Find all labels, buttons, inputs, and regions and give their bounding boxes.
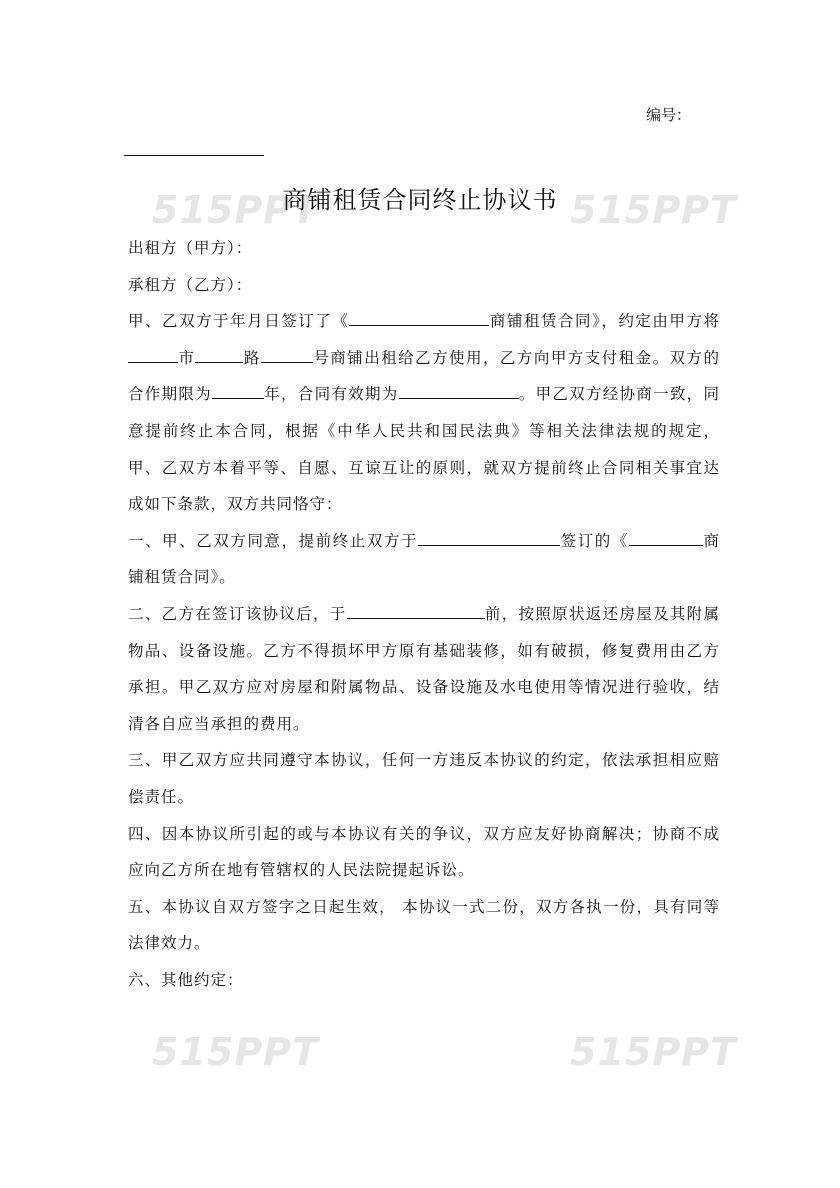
signing-date-blank <box>418 531 560 546</box>
watermark: 515PPT <box>570 188 737 232</box>
party-b-line: 承租方（乙方）： <box>128 275 253 294</box>
document-body <box>128 230 720 998</box>
road-blank <box>195 348 243 363</box>
clause-3: 三、甲乙双方应共同遵守本协议，任何一方违反本协议的约定，依法承担相应赔偿责任。 <box>128 751 720 806</box>
contract-name-blank <box>349 311 489 326</box>
return-date-blank <box>347 604 485 619</box>
city-blank <box>128 348 178 363</box>
validity-period-blank <box>399 384 519 399</box>
clause-5: 五、本协议自双方签字之日起生效， 本协议一式二份，双方各执一份，具有同等法律效力。 <box>128 897 720 953</box>
shop-number-blank <box>261 348 313 363</box>
term-years-blank <box>212 384 264 399</box>
clause-6: 六、其他约定： <box>128 970 244 989</box>
contract-name-blank-2 <box>629 531 703 546</box>
watermark: 515PPT <box>152 188 319 232</box>
document-title: 商铺租赁合同终止协议书 <box>282 186 558 214</box>
party-a-line: 出租方（甲方）： <box>128 239 253 257</box>
document-number-blank <box>124 155 264 156</box>
intro-paragraph: 甲、乙双方于年月日签订了《 商铺租赁合同》，约定由甲方将市 路 号商铺出租给乙方使用，乙方向甲方支付租金。双方的合作期限为 年，合同有效期为 。甲乙双方经协商一致，同意提前终止本合同，根据《中华人民共和国民法典》等相关法律法规的规定，甲、乙双方本着平等、自愿、互谅互让的原则，就双方提前终止合同相关事宜达成如下条款，双方共同恪守： <box>128 312 720 514</box>
document-number-label: 编号： <box>646 106 692 124</box>
clause-2: 二、乙方在签订该协议后，于 前，按照原状返还房屋及其附属物品、设备设施。乙方不得损坏甲方原有基础装修，如有破损，修复费用由乙方承担。甲乙双方应对房屋和附属物品、设备设施及水电使用等情况进行验收，结清各自应当承担的费用。 <box>128 604 720 733</box>
watermark: 515PPT <box>152 1030 319 1074</box>
clause-1: 一、甲、乙双方同意，提前终止双方于 签订的《 商铺租赁合同》。 <box>128 531 720 587</box>
clause-4: 四、因本协议所引起的或与本协议有关的争议，双方应友好协商解决；协商不成应向乙方所在地有管辖权的人民法院提起诉讼。 <box>128 824 720 880</box>
watermark: 515PPT <box>570 1030 737 1074</box>
